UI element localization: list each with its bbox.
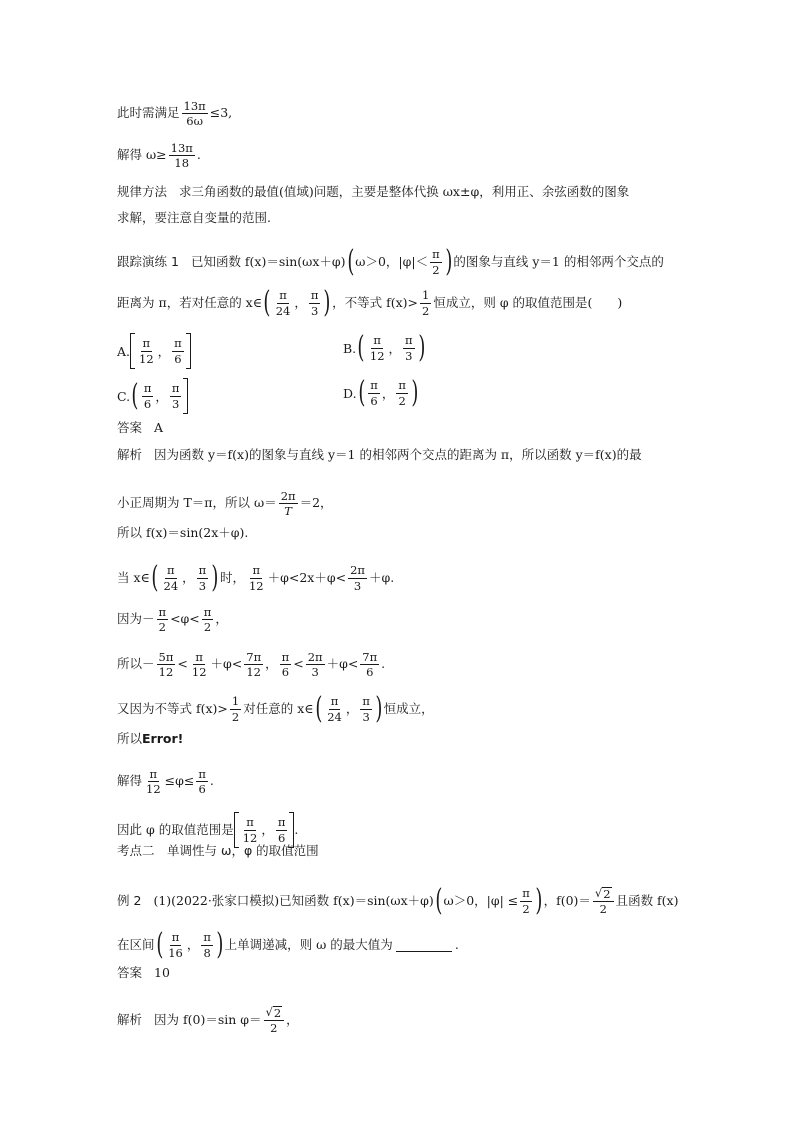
denominator: 2 xyxy=(231,709,240,724)
numerator: 7π xyxy=(362,650,378,664)
fraction xyxy=(279,490,298,517)
denominator: 6 xyxy=(198,782,206,797)
denominator: 3 xyxy=(198,578,207,593)
section-title xyxy=(117,845,319,858)
fraction xyxy=(201,931,213,958)
sqrt-sign: √ 2 xyxy=(594,885,611,901)
analysis-line-9 xyxy=(117,768,214,795)
denominator: 12 xyxy=(158,665,174,680)
exercise-line-2 xyxy=(117,285,623,320)
answer-label: 答案 xyxy=(117,965,143,980)
numerator: 2π xyxy=(280,489,296,503)
interval: ( $\frac{\pi}{6}$ ， $\frac{\pi}{3}$ xyxy=(130,378,188,414)
denominator: 16 xyxy=(168,945,183,960)
denominator: 2 xyxy=(203,620,212,635)
fraction xyxy=(247,564,266,591)
option-letter: D. xyxy=(343,385,357,401)
text: ， xyxy=(215,611,228,627)
analysis-line-1 xyxy=(117,449,642,462)
denominator: 6 xyxy=(281,665,290,680)
fraction xyxy=(403,334,415,361)
fraction xyxy=(241,816,260,843)
fraction xyxy=(244,651,263,678)
exercise-line-1 xyxy=(117,244,664,279)
denominator: 12 xyxy=(139,351,154,366)
text: ， xyxy=(286,1011,299,1027)
numerator: 1 xyxy=(422,288,430,303)
text: 所以－ xyxy=(117,656,155,672)
interval: ( $\frac{\pi}{24}$ ， $\frac{\pi}{3}$ ) xyxy=(314,691,383,726)
text: 且函数 f(x) xyxy=(615,892,679,908)
fraction xyxy=(264,1006,285,1034)
denominator: 18 xyxy=(174,156,190,171)
example2-line-1 xyxy=(117,883,679,918)
numerator: π xyxy=(432,247,440,262)
fraction xyxy=(196,768,208,795)
analysis-line-2 xyxy=(117,490,333,517)
interval: ( $\frac{\pi}{16}$ ， $\frac{\pi}{8}$ ) xyxy=(155,927,224,962)
denominator: 12 xyxy=(242,830,258,845)
fraction xyxy=(162,564,181,591)
numerator: π xyxy=(195,650,203,664)
text: . xyxy=(381,656,386,672)
numerator: π xyxy=(405,333,413,348)
text: 因为 f(0)＝sin φ＝ xyxy=(154,1011,262,1027)
numerator xyxy=(593,887,614,902)
fraction xyxy=(197,564,209,591)
radicand: 2 xyxy=(603,886,611,901)
fraction xyxy=(593,887,614,915)
sqrt-sign: √ 2 xyxy=(265,1005,282,1020)
text: 因为－ xyxy=(117,611,155,627)
fraction xyxy=(360,651,379,678)
numerator: 2π xyxy=(350,563,365,578)
text: . xyxy=(196,147,201,163)
option-letter: A. xyxy=(117,343,131,359)
numerator: π xyxy=(174,336,182,351)
text: ≤φ≤ xyxy=(164,773,195,789)
fraction xyxy=(170,382,182,409)
text: ＝2， xyxy=(299,495,333,511)
denominator: 2 xyxy=(432,262,440,277)
interval: $\frac{\pi}{12}$ ， $\frac{\pi}{6}$ xyxy=(130,333,191,369)
denominator: 2 xyxy=(158,620,166,635)
separator: ， xyxy=(182,569,195,585)
fraction xyxy=(309,289,321,316)
solution-line-1 xyxy=(117,100,232,127)
analysis-label: 解析 xyxy=(117,1011,143,1027)
analysis-line-4 xyxy=(117,560,395,595)
example2-analysis-line xyxy=(117,1006,299,1034)
method-line-2 xyxy=(117,212,271,225)
example-label: 例 2 xyxy=(117,892,142,908)
interval: ( $\frac{\pi}{24}$ ， $\frac{\pi}{3}$ ) xyxy=(151,560,219,595)
method-line-1 xyxy=(117,186,629,199)
option-letter: B. xyxy=(343,340,357,356)
text: (1)(2022·张家口模拟)已知函数 f(x)＝sin(ωx＋φ) xyxy=(153,892,434,908)
exercise-label: 跟踪演练 1 xyxy=(117,253,179,269)
text: 所以 xyxy=(117,731,143,746)
answer-value: 10 xyxy=(154,965,170,980)
numerator: π xyxy=(198,767,206,781)
denominator: 3 xyxy=(310,303,319,318)
numerator: π xyxy=(310,288,319,303)
denominator: 6 xyxy=(366,665,374,680)
text: ，不等式 f(x)> xyxy=(332,294,419,310)
section-heading: 考点二 单调性与 ω，φ 的取值范围 xyxy=(117,843,319,858)
text: ≤3, xyxy=(209,105,233,121)
fraction xyxy=(166,931,185,958)
numerator: π xyxy=(158,605,167,619)
numerator: 13π xyxy=(170,141,193,155)
numerator: π xyxy=(246,815,254,830)
fraction xyxy=(520,887,532,914)
denominator: 2 xyxy=(599,902,607,916)
analysis-label: 解析 xyxy=(117,447,143,462)
analysis-line-8 xyxy=(117,733,183,746)
text: ，f(0)＝ xyxy=(543,892,591,908)
answer-line xyxy=(117,422,163,435)
denominator: 3 xyxy=(362,709,370,724)
fraction xyxy=(157,651,176,678)
option-letter: C. xyxy=(117,388,131,404)
text: 在区间 xyxy=(117,936,155,952)
method-text: 求解，要注意自变量的范围. xyxy=(117,210,271,225)
text: ω＞0，|φ| ≤ xyxy=(443,892,519,908)
fraction xyxy=(325,695,344,722)
text: 又因为不等式 f(x)> xyxy=(117,700,228,716)
text: . xyxy=(294,821,299,837)
fraction xyxy=(348,564,367,591)
numerator: π xyxy=(167,563,175,578)
text: 恒成立， xyxy=(383,700,434,716)
method-text: 求三角函数的最值(值域)问题，主要是整体代换 ωx±φ，利用正、余弦函数的图象 xyxy=(179,184,630,199)
text: 所以 f(x)＝sin(2x＋φ). xyxy=(117,525,249,540)
text: 当 x∈ xyxy=(117,569,150,585)
denominator: 24 xyxy=(163,578,179,593)
text: 解得 ω≥ xyxy=(117,147,167,163)
denominator: 12 xyxy=(191,665,207,680)
text: 时， xyxy=(219,569,245,585)
denominator: 24 xyxy=(327,709,342,724)
numerator: π xyxy=(143,381,152,396)
numerator xyxy=(264,1006,285,1021)
fraction xyxy=(182,100,208,127)
denominator: 6 xyxy=(370,393,378,408)
option-c[interactable] xyxy=(117,378,188,414)
method-label: 规律方法 xyxy=(117,184,168,199)
denominator: T xyxy=(284,504,292,519)
text: 恒成立，则 φ 的取值范围是( ) xyxy=(433,294,623,310)
denominator: 12 xyxy=(246,665,261,680)
fraction xyxy=(137,337,156,364)
answer-label: 答案 xyxy=(117,420,143,435)
denominator: 2 xyxy=(398,393,406,408)
fraction xyxy=(144,768,163,795)
denominator: 3 xyxy=(405,348,413,363)
separator: ， xyxy=(294,294,307,310)
option-d[interactable] xyxy=(343,375,420,410)
text: ω＞0，|φ|＜ xyxy=(355,253,429,269)
analysis-line-6 xyxy=(117,651,385,678)
fraction xyxy=(280,651,292,678)
text: 因此 φ 的取值范围是 xyxy=(117,821,234,837)
numerator: π xyxy=(281,650,290,664)
numerator: π xyxy=(362,694,370,709)
text: 因为函数 y＝f(x)的图象与直线 y＝1 的相邻两个交点的距离为 π，所以函数 y＝f(x)的最 xyxy=(154,447,642,462)
answer-value: A xyxy=(154,420,164,435)
denominator: 8 xyxy=(203,945,211,960)
text: <φ< xyxy=(170,611,200,627)
fraction xyxy=(172,337,184,364)
radicand: 2 xyxy=(273,1006,282,1020)
text: ＋φ. xyxy=(368,569,395,585)
fraction xyxy=(360,695,372,722)
text: 小正周期为 T＝π，所以 ω＝ xyxy=(117,495,277,511)
text: ＋φ< xyxy=(210,656,243,672)
numerator: π xyxy=(279,288,287,303)
separator: ， xyxy=(345,700,359,716)
interval: $\frac{\pi}{12}$ ， $\frac{\pi}{6}$ xyxy=(234,812,295,848)
numerator: π xyxy=(203,930,211,945)
analysis-line-5 xyxy=(117,606,228,633)
numerator: 5π xyxy=(158,650,174,664)
text: 上单调递减，则 ω 的最大值为 xyxy=(224,936,393,952)
numerator: π xyxy=(252,563,261,578)
numerator: π xyxy=(277,815,286,830)
denominator: 6 xyxy=(277,830,286,845)
denominator: 12 xyxy=(146,782,161,797)
interval: ( $\frac{\pi}{12}$ ， $\frac{\pi}{3}$ ) xyxy=(357,330,425,365)
option-a[interactable] xyxy=(117,333,191,369)
fraction xyxy=(157,606,169,633)
numerator: π xyxy=(373,333,381,348)
analysis-line-3 xyxy=(117,527,248,540)
condition-paren: ( ω＞0，|φ|＜ $\frac{\pi}{2}$ ) xyxy=(346,244,453,279)
denominator: 3 xyxy=(311,665,319,680)
denominator: 6 xyxy=(143,396,152,411)
fraction xyxy=(202,606,214,633)
numerator: π xyxy=(330,694,339,709)
interval: ( $\frac{\pi}{6}$ ， $\frac{\pi}{2}$ ) xyxy=(357,375,419,410)
text: 对任意的 x∈ xyxy=(243,700,314,716)
denominator: 6 xyxy=(174,351,182,366)
interval: ( $\frac{\pi}{24}$ ， $\frac{\pi}{3}$ ) xyxy=(263,285,331,320)
denominator: 6ω xyxy=(186,114,203,129)
analysis-line-7 xyxy=(117,691,434,726)
option-b[interactable] xyxy=(343,330,426,365)
text: . xyxy=(209,773,214,789)
denominator: 3 xyxy=(172,396,180,411)
numerator: π xyxy=(142,336,151,351)
text: ， xyxy=(265,656,278,672)
fraction xyxy=(276,816,288,843)
text: ＋φ< xyxy=(326,656,359,672)
answer-blank[interactable] xyxy=(396,939,452,952)
fraction xyxy=(190,651,209,678)
text: 距离为 π，若对任意的 x∈ xyxy=(117,294,262,310)
numerator: π xyxy=(198,563,207,578)
denominator: 12 xyxy=(248,578,264,593)
numerator: 1 xyxy=(231,694,240,709)
numerator: 7π xyxy=(246,650,262,664)
numerator: π xyxy=(522,886,530,901)
numerator: π xyxy=(149,767,158,781)
text: 此时需满足 xyxy=(117,105,180,121)
fraction xyxy=(306,651,325,678)
denominator: 2 xyxy=(270,1021,278,1036)
fraction xyxy=(230,695,241,722)
solution-line-2 xyxy=(117,142,201,169)
text: < xyxy=(177,656,188,672)
denominator: 3 xyxy=(353,578,362,593)
numerator: π xyxy=(398,378,406,393)
denominator: 12 xyxy=(369,348,385,363)
denominator: 2 xyxy=(522,901,530,916)
error-text: Error! xyxy=(142,731,184,746)
example2-line-2 xyxy=(117,927,459,962)
text: 已知函数 f(x)＝sin(ωx＋φ) xyxy=(190,253,346,269)
text: ＋φ<2x＋φ< xyxy=(267,569,347,585)
fraction xyxy=(368,334,387,361)
text: < xyxy=(293,656,304,672)
fraction xyxy=(420,289,431,316)
condition-paren: ( ω＞0，|φ| ≤ $\frac{\pi}{2}$ ) xyxy=(435,883,543,918)
example2-answer-line xyxy=(117,967,170,980)
numerator: π xyxy=(203,605,212,619)
fraction xyxy=(368,379,380,406)
fraction xyxy=(430,248,442,275)
denominator: 2 xyxy=(422,303,430,318)
fraction xyxy=(396,379,408,406)
numerator: π xyxy=(171,930,180,945)
text: 解得 xyxy=(117,773,143,789)
denominator: 24 xyxy=(275,303,291,318)
numerator: π xyxy=(370,378,378,393)
text: 的图象与直线 y＝1 的相邻两个交点的 xyxy=(453,253,664,269)
numerator: 2π xyxy=(307,650,323,664)
numerator: π xyxy=(171,381,180,396)
text: . xyxy=(454,936,459,952)
fraction xyxy=(274,289,293,316)
fraction xyxy=(169,142,195,169)
fraction xyxy=(142,382,154,409)
numerator: 13π xyxy=(183,99,206,113)
